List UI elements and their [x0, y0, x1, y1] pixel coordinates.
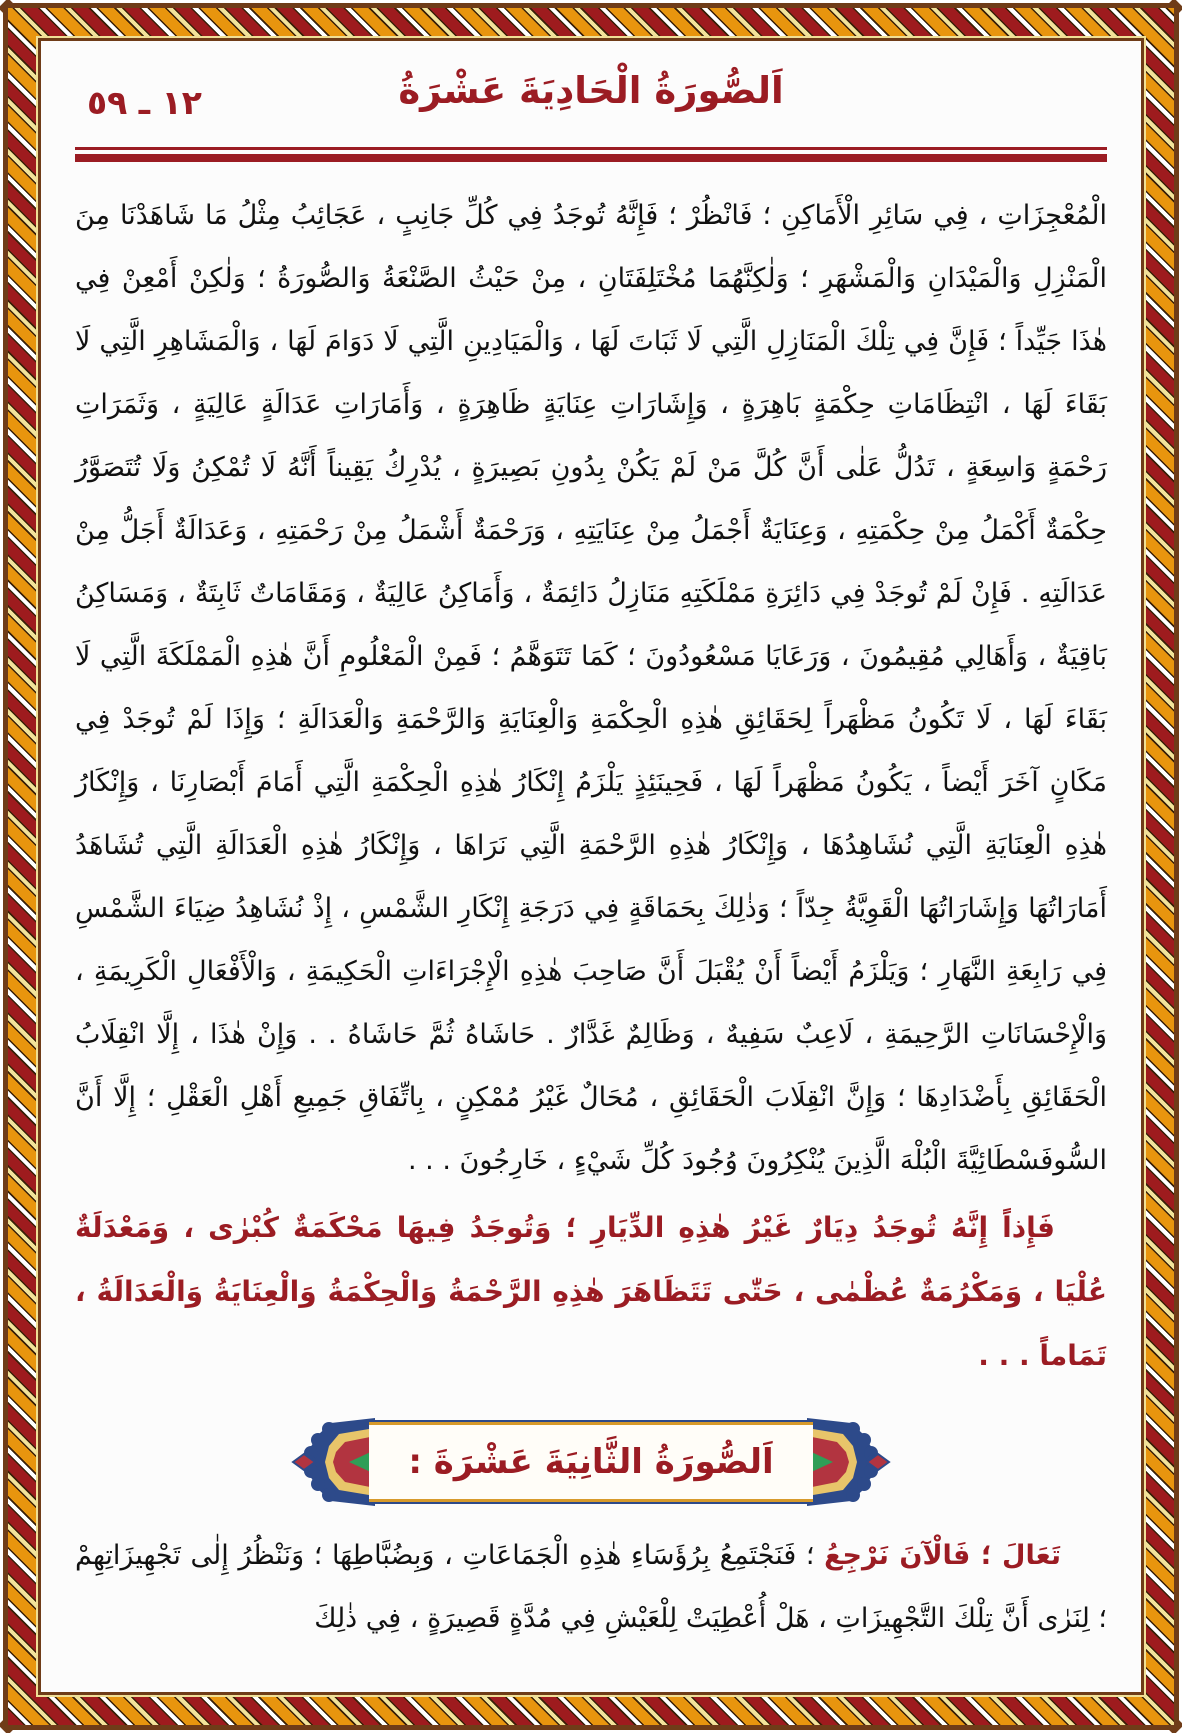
emphasis-paragraph: فَإِذاً إِنَّهُ تُوجَدُ دِيَارٌ غَيْرُ هٰذِهِ الدِّيَارِ ؛ وَتُوجَدُ فِيهَا مَحْكَمَةٌ كُبْرٰى ، وَمَعْدَلَةٌ عُلْيَا ، وَمَكْرُمَةٌ عُظْمٰى ، حَتّٰى تَتَظَاهَرَ هٰذِهِ الرَّحْمَةُ وَالْحِكْمَةُ وَالْعِنَايَةُ وَالْعَدَالَةُ ، تَمَاماً . . . — [75, 1211, 1107, 1372]
page-title: اَلصُّورَةُ الْحَادِيَةَ عَشْرَةُ — [398, 69, 784, 112]
page-number: ١٢ ـ ٥٩ — [87, 83, 202, 122]
banner-box — [369, 1422, 813, 1502]
header-rule — [75, 147, 1107, 162]
closing-rest: ؛ فَنَجْتَمِعُ بِرُؤَسَاءِ هٰذِهِ الْجَمَاعَاتِ ، وَبِضُبَّاطِهَا ؛ وَنَنْظُرُ إِلٰى تَجْهِيزَاتِهِمْ ؛ لِنَرٰى أَنَّ تِلْكَ التَّجْهِيزَاتِ ، هَلْ أُعْطِيَتْ لِلْعَيْشِ فِي مُدَّةٍ قَصِيرَةٍ ، فِي ذٰلِكَ — [75, 1540, 1107, 1634]
page-header — [75, 69, 1107, 139]
section-banner — [291, 1416, 891, 1508]
banner-ornament-left-icon — [291, 1416, 375, 1508]
continuation-paragraph: الْمُعْجِزَاتِ ، فِي سَائِرِ الْأَمَاكِنِ ؛ فَانْظُرْ ؛ فَإِنَّهُ تُوجَدُ فِي كُلِّ جَانِبٍ ، عَجَائِبُ مِثْلُ مَا شَاهَدْنَا مِنَ الْمَنْزِلِ وَالْمَيْدَانِ وَالْمَشْهَرِ ؛ وَلٰكِنَّهُمَا مُخْتَلِفَتَانِ ، مِنْ حَيْثُ الصَّنْعَةُ وَالصُّورَةُ ؛ وَلٰكِنْ أَمْعِنْ فِي هٰذَا جَيِّداً ؛ فَإِنَّ فِي تِلْكَ الْمَنَازِلِ الَّتِي لَا ثَبَاتَ لَهَا ، وَالْمَيَادِينِ الَّتِي لَا دَوَامَ لَهَا ، وَالْمَشَاهِرِ الَّتِي لَا بَقَاءَ لَهَا ، انْتِظَامَاتِ حِكْمَةٍ بَاهِرَةٍ ، وَإِشَارَاتِ عِنَايَةٍ ظَاهِرَةٍ ، وَأَمَارَاتِ عَدَالَةٍ عَالِيَةٍ ، وَثَمَرَاتِ رَحْمَةٍ وَاسِعَةٍ ، تَدُلُّ عَلٰى أَنَّ كُلَّ مَنْ لَمْ يَكُنْ بِدُونِ بَصِيرَةٍ ، يُدْرِكُ يَقِيناً أَنَّهُ لَا تُمْكِنُ وَلَا تُتَصَوَّرُ حِكْمَةٌ أَكْمَلُ مِنْ حِكْمَتِهِ ، وَعِنَايَةٌ أَجْمَلُ مِنْ عِنَايَتِهِ ، وَرَحْمَةٌ أَشْمَلُ مِنْ رَحْمَتِهِ ، وَعَدَالَةٌ أَجَلُّ مِنْ عَدَالَتِهِ . فَإِنْ لَمْ تُوجَدْ فِي دَائِرَةِ مَمْلَكَتِهِ مَنَازِلُ دَائِمَةٌ ، وَأَمَاكِنُ عَالِيَةٌ ، وَمَقَامَاتٌ ثَابِتَةٌ ، وَمَسَاكِنُ بَاقِيَةٌ ، وَأَهَالِي مُقِيمُونَ ، وَرَعَايَا مَسْعُودُونَ ؛ كَمَا تَتَوَهَّمُ ؛ فَمِنْ الْمَعْلُومِ أَنَّ هٰذِهِ الْمَمْلَكَةَ الَّتِي لَا بَقَاءَ لَهَا ، لَا تَكُونُ مَظْهَراً لِحَقَائِقِ هٰذِهِ الْحِكْمَةِ وَالْعِنَايَةِ وَالرَّحْمَةِ وَالْعَدَالَةِ ؛ وَإِذَا لَمْ تُوجَدْ فِي مَكَانٍ آخَرَ أَيْضاً ، يَكُونُ مَظْهَراً لَهَا ، فَحِينَئِذٍ يَلْزَمُ إِنْكَارُ هٰذِهِ الْحِكْمَةِ الَّتِي أَمَامَ أَبْصَارِنَا ، وَإِنْكَارُ هٰذِهِ الْعِنَايَةِ الَّتِي نُشَاهِدُهَا ، وَإِنْكَارُ هٰذِهِ الرَّحْمَةِ الَّتِي نَرَاهَا ، وَإِنْكَارُ هٰذِهِ الْعَدَالَةِ الَّتِي تُشَاهَدُ أَمَارَاتُهَا وَإِشَارَاتُهَا الْقَوِيَّةُ جِدّاً ؛ وَذٰلِكَ بِحَمَاقَةٍ فِي دَرَجَةِ إِنْكَارِ الشَّمْسِ ، إِذْ نُشَاهِدُ ضِيَاءَ الشَّمْسِ فِي رَابِعَةِ النَّهَارِ ؛ وَيَلْزَمُ أَيْضاً أَنْ يُقْبَلَ أَنَّ صَاحِبَ هٰذِهِ الْإِجْرَاءَاتِ الْحَكِيمَةِ ، وَالْأَفْعَالِ الْكَرِيمَةِ ، وَالْإِحْسَانَاتِ الرَّحِيمَةِ ، لَاعِبٌ سَفِيهٌ ، وَظَالِمٌ غَدَّارٌ . حَاشَاهُ ثُمَّ حَاشَاهُ . . وَإِنْ هٰذَا ، إِلَّا انْقِلَابُ الْحَقَائِقِ بِأَضْدَادِهَا ؛ وَإِنَّ انْقِلَابَ الْحَقَائِقِ ، مُحَالٌ غَيْرُ مُمْكِنٍ ، بِاتِّفَاقِ جَمِيعِ أَهْلِ الْعَقْلِ ؛ إِلَّا أَنَّ السُّوفَسْطَائِيَّةَ الْبُلْهَ الَّذِينَ يُنْكِرُونَ وُجُودَ كُلِّ شَيْءٍ ، خَارِجُونَ . . . — [75, 200, 1107, 1176]
section-title: اَلصُّورَةُ الثَّانِيَةَ عَشْرَةَ : — [408, 1442, 774, 1482]
page-content — [38, 38, 1144, 1695]
closing-paragraph — [75, 1524, 1107, 1650]
body-text-block — [75, 184, 1107, 1192]
closing-lead: تَعَالَ ؛ فَالْآنَ نَرْجِعُ — [824, 1540, 1062, 1571]
banner-ornament-right-icon — [807, 1416, 891, 1508]
